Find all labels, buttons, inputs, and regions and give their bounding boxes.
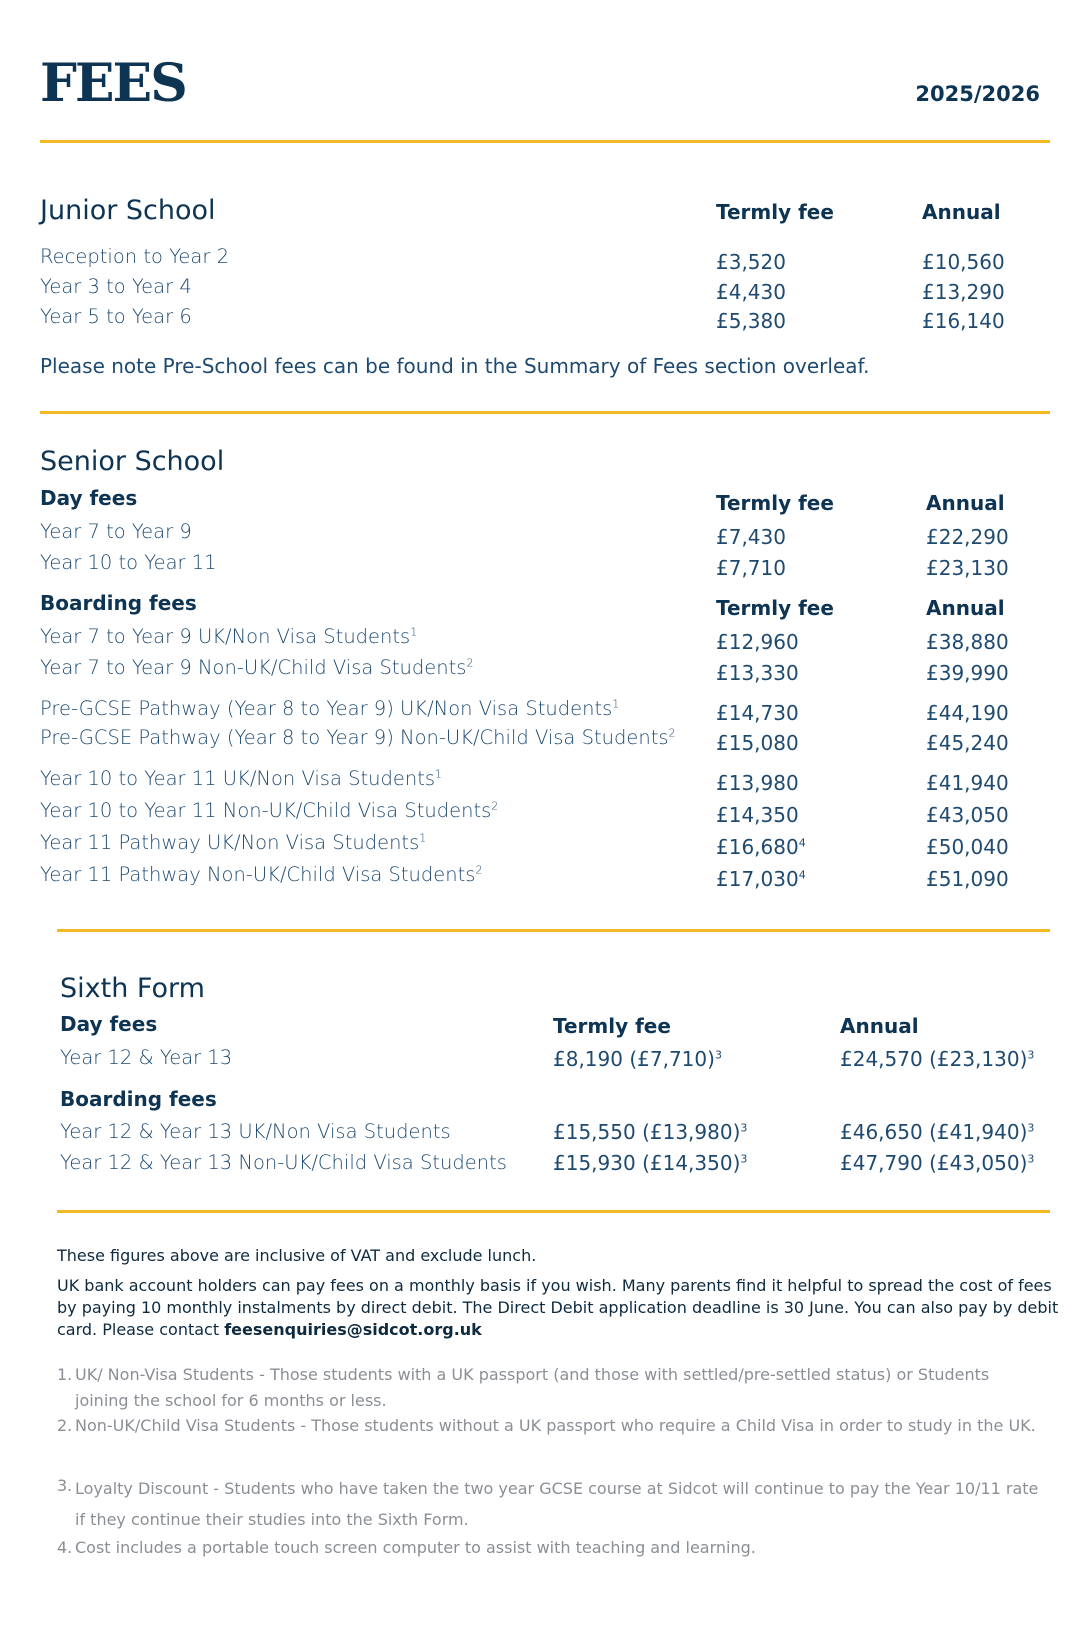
termly-fee: £16,680$^4$ [716,835,806,859]
table-row-label: Year 12 & Year 13 [60,1046,233,1069]
senior-boarding-termly-header: Termly fee [716,596,834,620]
table-row-label: Year 7 to Year 9 Non-UK/Child Visa Students$^2$ [40,656,474,679]
senior-day-annual-header: Annual [926,491,1005,515]
termly-fee: £3,520 [716,250,786,274]
annual-fee: £47,790 (£43,050)$^3$ [840,1151,1035,1175]
annual-fee: £46,650 (£41,940)$^3$ [840,1120,1035,1144]
termly-fee: £5,380 [716,309,786,333]
annual-fee: £41,940 [926,771,1009,795]
termly-fee: £12,960 [716,630,799,654]
termly-fee: £13,330 [716,661,799,685]
table-row-label: Pre-GCSE Pathway (Year 8 to Year 9) Non-UK/Child Visa Students$^2$ [40,726,676,749]
table-row-label: Year 11 Pathway Non-UK/Child Visa Students$^2$ [40,863,483,886]
annual-fee: £38,880 [926,630,1009,654]
termly-fee: £15,080 [716,731,799,755]
annual-fee: £51,090 [926,867,1009,891]
footnote-2: 2. Non-UK/Child Visa Students - Those students without a UK passport who require a Child Visa in order to study in the UK. [57,1416,1036,1435]
footnote-4: 4. Cost includes a portable touch screen computer to assist with teaching and learning. [57,1538,756,1557]
annual-fee: £45,240 [926,731,1009,755]
annual-fee: £13,290 [922,280,1005,304]
annual-fee: £22,290 [926,525,1009,549]
table-row-label: Year 5 to Year 6 [40,305,192,328]
divider [57,1210,1050,1213]
junior-termly-header: Termly fee [716,200,834,224]
termly-fee: £14,350 [716,803,799,827]
annual-fee: £10,560 [922,250,1005,274]
junior-annual-header: Annual [922,200,1001,224]
academic-year: 2025/2026 [915,82,1040,106]
vat-note: These figures above are inclusive of VAT and exclude lunch. [57,1246,537,1265]
fees-email-link[interactable]: feesenquiries@sidcot.org.uk [224,1320,482,1339]
preschool-note: Please note Pre-School fees can be found in the Summary of Fees section overleaf. [40,354,870,378]
table-row-label: Year 7 to Year 9 UK/Non Visa Students$^1$ [40,625,418,648]
sixth-boarding-fees-label: Boarding fees [60,1087,217,1111]
sixth-day-termly-header: Termly fee [553,1014,671,1038]
senior-boarding-fees-label: Boarding fees [40,591,197,615]
divider [57,929,1050,932]
annual-fee: £50,040 [926,835,1009,859]
annual-fee: £39,990 [926,661,1009,685]
senior-day-fees-label: Day fees [40,486,138,510]
sixth-day-fees-label: Day fees [60,1012,158,1036]
annual-fee: £43,050 [926,803,1009,827]
table-row-label: Pre-GCSE Pathway (Year 8 to Year 9) UK/Non Visa Students$^1$ [40,697,620,720]
divider [40,140,1050,143]
senior-school-heading: Senior School [40,446,225,477]
page-title: FEES [40,53,186,114]
senior-day-termly-header: Termly fee [716,491,834,515]
termly-fee: £13,980 [716,771,799,795]
annual-fee: £16,140 [922,309,1005,333]
divider [40,411,1050,414]
table-row-label: Year 10 to Year 11 Non-UK/Child Visa Students$^2$ [40,799,499,822]
termly-fee: £7,430 [716,525,786,549]
table-row-label: Reception to Year 2 [40,245,229,268]
termly-fee: £15,550 (£13,980)$^3$ [553,1120,748,1144]
table-row-label: Year 12 & Year 13 Non-UK/Child Visa Students [60,1151,507,1174]
termly-fee: £15,930 (£14,350)$^3$ [553,1151,748,1175]
footnote-3: 3. Loyalty Discount - Students who have taken the two year GCSE course at Sidcot will continue to pay the Year 10/11 rate if they continue their studies into the Sixth Form. [57,1476,1039,1529]
table-row-label: Year 7 to Year 9 [40,520,192,543]
table-row-label: Year 10 to Year 11 [40,551,217,574]
table-row-label: Year 12 & Year 13 UK/Non Visa Students [60,1120,451,1143]
sixth-form-heading: Sixth Form [60,973,205,1004]
termly-fee: £17,030$^4$ [716,867,806,891]
table-row-label: Year 10 to Year 11 UK/Non Visa Students$^1$ [40,767,443,790]
table-row-label: Year 3 to Year 4 [40,275,192,298]
senior-boarding-annual-header: Annual [926,596,1005,620]
footnote-1: 1. UK/ Non-Visa Students - Those students with a UK passport (and those with settled/pre-settled status) or Students joining the school for 6 months or less. [57,1365,990,1410]
termly-fee: £14,730 [716,701,799,725]
annual-fee: £44,190 [926,701,1009,725]
annual-fee: £23,130 [926,556,1009,580]
termly-fee: £4,430 [716,280,786,304]
junior-school-heading: Junior School [40,195,216,226]
termly-fee: £7,710 [716,556,786,580]
sixth-day-annual-header: Annual [840,1014,919,1038]
annual-fee: £24,570 (£23,130)$^3$ [840,1047,1035,1071]
termly-fee: £8,190 (£7,710)$^3$ [553,1047,722,1071]
monthly-payment-note: UK bank account holders can pay fees on a monthly basis if you wish. Many parents find it helpful to spread the cost of fees by paying 10 monthly instalments by direct debit. The Direct Debit application deadline is 30 June. You can also pay by debit card. Please contact feesenquiries@sidcot.org.uk [57,1276,1059,1339]
table-row-label: Year 11 Pathway UK/Non Visa Students$^1$ [40,831,427,854]
